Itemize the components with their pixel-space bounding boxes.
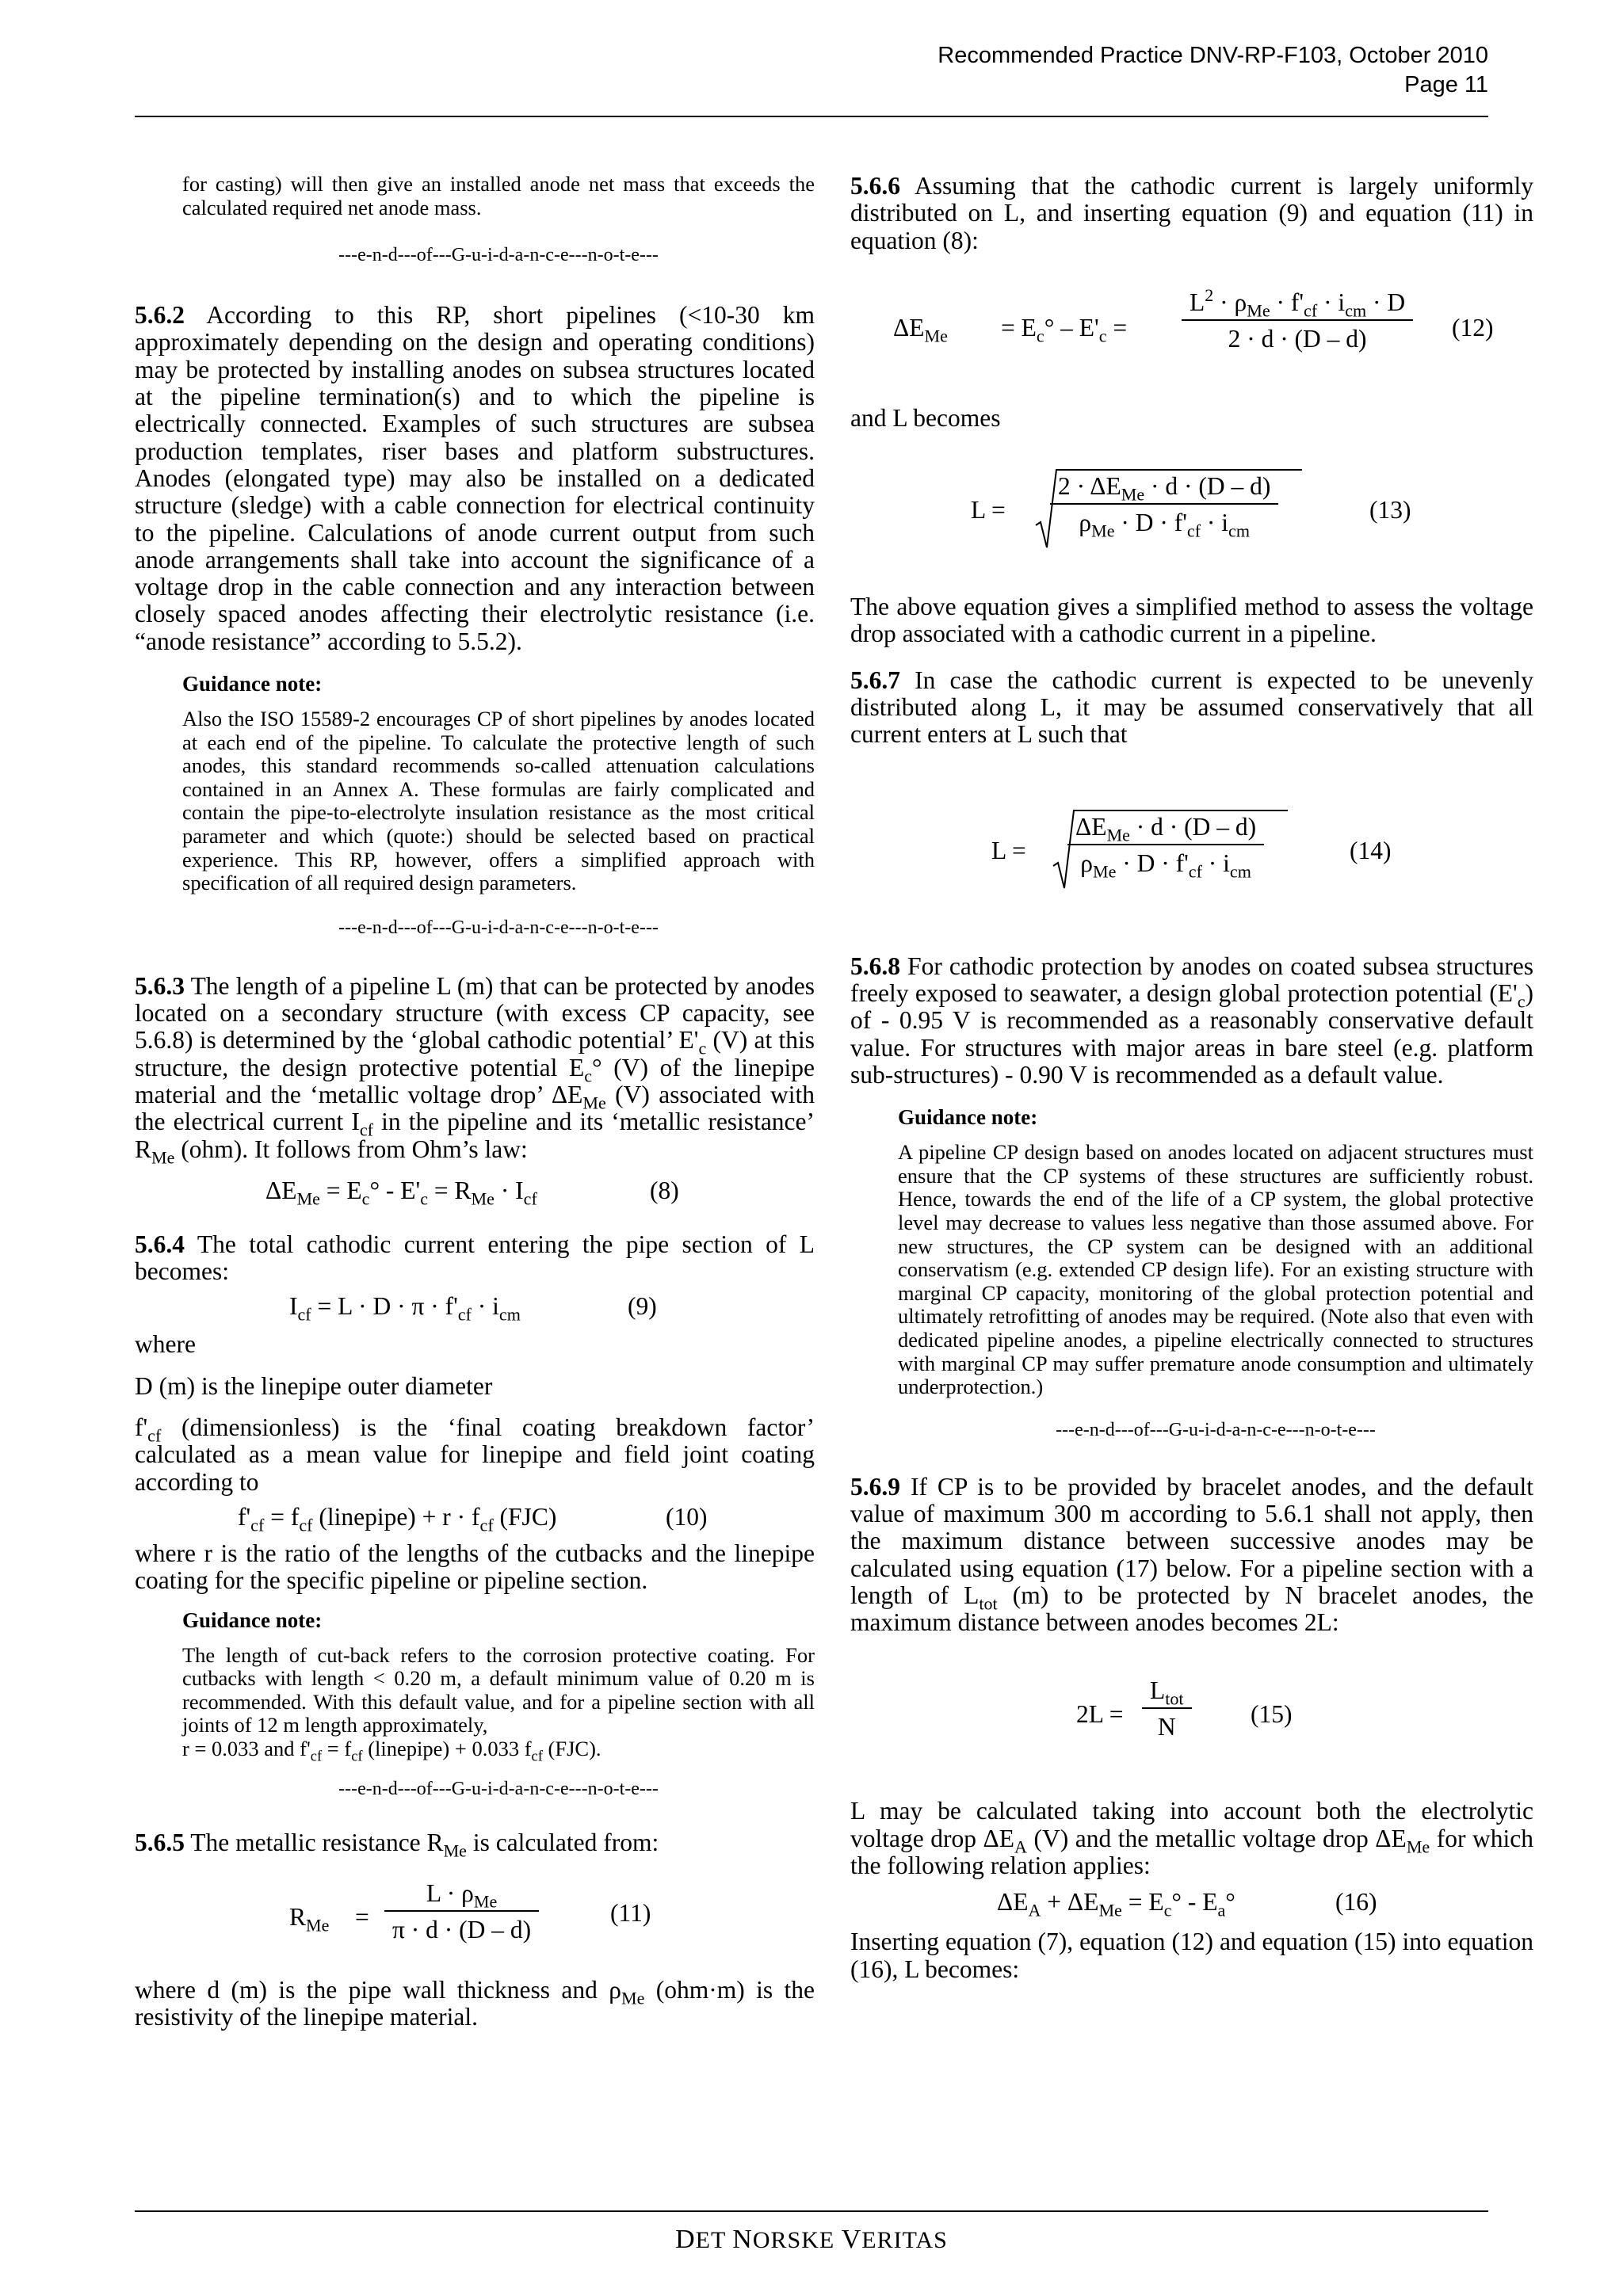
section-text: According to this RP, short pipelines (<10-30 km approximately depending on the design and operating conditions) may be protected by installing anodes on subsea structures located at the pipeline termination(s) and to which the pipeline is electrically connected. Examples of such structures are subsea production templates, riser bases and platform substructures. Anodes (elongated type) may also be installed on a dedicated structure (sledge) with a cable connection for electrical continuity to the pipeline. Calculations of anode current output from such anode arrangements shall take into account the significance of a voltage drop in the cable connection and any interaction between closely spaced anodes affecting their electrolytic resistance (i.e. “anode resistance” according to 5.5.2). [135,301,815,655]
guidance-note-text: Also the ISO 15589-2 encourages CP of short pipelines by anodes located at each end of the pipeline. To calculate the protective length of such anodes, this standard recommends so-called attenuation calculations contained in an Annex A. These formulas are fairly complicated and contain the pipe-to-electrolyte insulation resistance as the most critical parameter and which (quote:) should be selected based on practical experience. This RP, however, offers a simplified approach with specification of all required design parameters. [182,707,815,895]
equation-number: (9) [628,1292,657,1321]
equation-lhs: L = [971,496,1006,524]
equation-mid: = $E_c^\circ - E'_c$ = [1001,313,1128,346]
where-label: where [135,1330,196,1359]
subscript: c [698,1039,707,1059]
equation-15 [850,1636,1533,1794]
section-text: in the pipeline and its ‘metallic resistance’ R [135,1108,815,1163]
equation-11 [135,1856,815,1974]
equation-lhs: $\Delta E_{Me}$ [893,313,948,346]
section-5-6-6 [850,173,1533,254]
definition-r: where r is the ratio of the lengths of the cutbacks and the linepipe coating for the specific pipeline or pipeline section. [135,1539,815,1595]
equation-number: (12) [1452,313,1494,341]
guidance-note-continuation [182,173,815,219]
equation-body: $\Delta E_{Me} = E_c^\circ - E'_c = R_{Me} \cdot I_{cf}$ [265,1176,537,1209]
guidance-note-title: Guidance note: [182,1608,323,1632]
section-text: (ohm). It follows from Ohm’s law: [174,1135,528,1163]
equation-lhs: $R_{Me}$ [289,1902,330,1936]
guidance-end-marker: ---e-n-d---of---G-u-i-d-a-n-c-e---n-o-t-e--- [338,1778,659,1799]
equation-16 [850,1879,1533,1924]
equation-fraction: $\frac{2 \cdot \Delta E_{Me} \cdot d \cdot (D - d)}{\rho_{Me} \cdot D \cdot f'_{cf} \cdot i_{cm}}$ [1050,467,1278,536]
section-5-6-8: 5.6.8 For cathodic protection by anodes on coated subsea structures freely exposed to seawater, a design global protection potential $(E'_c)$ of - 0.95 V is recommended as a reasonably conservative default value. For structures with major areas in bare steel (e.g. platform sub-structures) - 0.90 V is recommended as a default value. [850,952,1533,1089]
guidance-note-title: Guidance note: [182,672,323,696]
l-may-be-calculated-text: L may be calculated taking into account both the electrolytic voltage drop $\Delta E_A$ (V) and the metallic voltage drop $\Delta E_{Me}$ for which the following relation applies: [850,1797,1533,1880]
equation-lhs: 2L = [1076,1700,1124,1729]
section-5-6-9: 5.6.9 If CP is to be provided by bracelet anodes, and the default value of maximum 300 m according to 5.6.1 shall not apply, then the maximum distance between successive anodes may be calculated using equation (17) below. For a pipeline section with a length of $L_{tot}$ (m) to be protected by N bracelet anodes, the maximum distance between anodes becomes 2L: [850,1472,1533,1637]
section-number: 5.6.9 [850,1472,900,1501]
guidance-end-marker: ---e-n-d---of---G-u-i-d-a-n-c-e---n-o-t-e--- [338,245,659,266]
definition-fcf: $f'_{cf}$ (dimensionless) is the ‘final coating breakdown factor’ calculated as a mean value for linepipe and field joint coating according to [135,1413,815,1496]
section-5-6-2 [135,302,815,655]
page-header [135,41,1488,117]
equation-number: (15) [1251,1700,1293,1729]
and-l-becomes: and L becomes [850,403,1001,432]
subscript: Me [151,1147,175,1168]
guidance-note-text: The length of cut-back refers to the corrosion protective coating. For cutbacks with length < 0.20 m, a default minimum value of 0.20 m is recommended. With this default value, and for a pipeline section with all joints of 12 m length approximately, [182,1642,815,1737]
equation-10 [135,1496,815,1537]
section-text: Assuming that the cathodic current is largely uniformly distributed on L, and inserting equation (9) and equation (11) in equation (8): [850,172,1533,254]
subscript: cf [359,1119,374,1140]
subscript: c [584,1066,593,1086]
guidance-continuation-text: for casting) will then give an installed anode net mass that exceeds the calculated required net anode mass. [182,172,815,219]
equation-number: (11) [610,1898,651,1927]
section-5-6-7 [850,667,1533,749]
guidance-note-formula: r = 0.033 and $f'_{cf} = f_{cf}$ (linepipe) + 0.033 $f_{cf}$ (FJC). [182,1736,601,1765]
equation-lhs: L = [991,836,1026,864]
equation-fraction: $\frac{L \cdot \rho_{Me}}{\pi \cdot d \cdot (D - d)}$ [384,1880,539,1943]
equation-13 [850,432,1533,590]
equation-number: (13) [1369,496,1411,524]
left-column [135,173,815,2031]
equation-body: $f'_{cf} = f_{cf}$ (linepipe) + $r \cdot f_{cf}$ (FJC) [238,1502,557,1535]
section-5-6-3 [135,971,815,1168]
section-text: The total cathodic current entering the pipe section of L becomes: [135,1230,815,1286]
footer-rule [135,2210,1488,2212]
section-text: (V) at this structure, the design protective potential E [135,1026,815,1081]
equation-number: (16) [1335,1888,1377,1917]
guidance-end-marker: ---e-n-d---of---G-u-i-d-a-n-c-e---n-o-t-e--- [1056,1419,1376,1440]
section-number: 5.6.6 [850,172,900,200]
section-number: 5.6.4 [135,1230,185,1258]
definition-d: D (m) is the linepipe outer diameter [135,1371,493,1400]
section-number: 5.6.2 [135,301,185,330]
equation-fraction: $\frac{\Delta E_{Me} \cdot d \cdot (D - d)}{\rho_{Me} \cdot D \cdot f'_{cf} \cdot i_{cm}}$ [1067,807,1264,877]
equation-9 [135,1285,815,1328]
equation-number: (14) [1350,836,1392,864]
section-text: ° (V) of the linepipe material and the ‘metallic voltage drop’ ΔE [135,1053,815,1108]
header-document-title: Recommended Practice DNV-RP-F103, October 2010 [938,43,1488,68]
section-number: 5.6.3 [135,971,185,1000]
header-page-number: Page 11 [1404,72,1488,97]
section-number: 5.6.5 [135,1828,185,1856]
equation-body: $\Delta E_A + \Delta E_{Me} = E_c^\circ - E_a^\circ$ [997,1888,1235,1921]
equation-fraction: $\frac{L_{tot}}{N}$ [1142,1677,1192,1741]
equation-body: $I_{cf} = L \cdot D \cdot \pi \cdot f'_{cf} \cdot i_{cm}$ [289,1292,521,1325]
guidance-note-text: A pipeline CP design based on anodes located on adjacent structures must ensure that the CP systems of these structures are sufficiently robust. Hence, towards the end of the life of a CP system, the global protective level may decrease to values less negative than those assumed above. For new structures, the CP system can be designed with an additional conservatism (e.g. extended CP design life). For an existing structure with marginal CP capacity, monitoring of the global protection potential and ultimately retrofitting of anodes may be required. (Note also that even with dedicated pipeline anodes, a pipeline electrically connected to structures with marginal CP may suffer premature anode consumption and ultimately underprotection.) [898,1140,1533,1399]
section-5-6-5: 5.6.5 The metallic resistance $R_{Me}$ is calculated from: [135,1828,659,1861]
guidance-note-title: Guidance note: [898,1105,1038,1130]
section-number: 5.6.8 [850,952,900,980]
equation-12 [850,254,1533,402]
equation-number: (8) [650,1176,679,1204]
right-column [850,173,1533,1983]
equation-14 [850,749,1533,945]
equation-8 [135,1169,815,1214]
subscript: Me [582,1093,606,1113]
section-5-6-4 [135,1231,815,1286]
simplified-method-text: The above equation gives a simplified method to assess the voltage drop associated with a cathodic current in a pipeline. [850,593,1533,648]
inserting-equations-text: Inserting equation (7), equation (12) and equation (15) into equation (16), L becomes: [850,1928,1533,1983]
guidance-note-2 [182,1608,815,1765]
section-text: In case the cathodic current is expected to be unevenly distributed along L, it may be assumed conservatively that all current enters at L such that [850,666,1533,749]
definition-d-rho: where d (m) is the pipe wall thickness and $\rho_{Me}$ (ohm·m) is the resistivity of the linepipe material. [135,1975,815,2031]
section-number: 5.6.7 [850,666,900,694]
guidance-note-1 [182,671,815,895]
equation-fraction: $\frac{L^2 \cdot \rho_{Me} \cdot f'_{cf} \cdot i_{cm} \cdot D}{2 \cdot d \cdot (D - d)}$ [1182,289,1413,353]
guidance-end-marker: ---e-n-d---of---G-u-i-d-a-n-c-e---n-o-t-e--- [338,917,659,938]
guidance-note-3 [898,1104,1533,1399]
page-footer: DET NORSKE VERITAS [675,2225,948,2254]
section-text: (V) associated with the electrical current I [135,1080,815,1136]
equation-number: (10) [666,1502,708,1531]
equation-equals: = [355,1902,369,1931]
section-text: The length of a pipeline L (m) that can be protected by anodes located on a secondary structure (with excess CP capacity, see 5.6.8) is determined by the ‘global cathodic potential’ E' [135,971,815,1055]
